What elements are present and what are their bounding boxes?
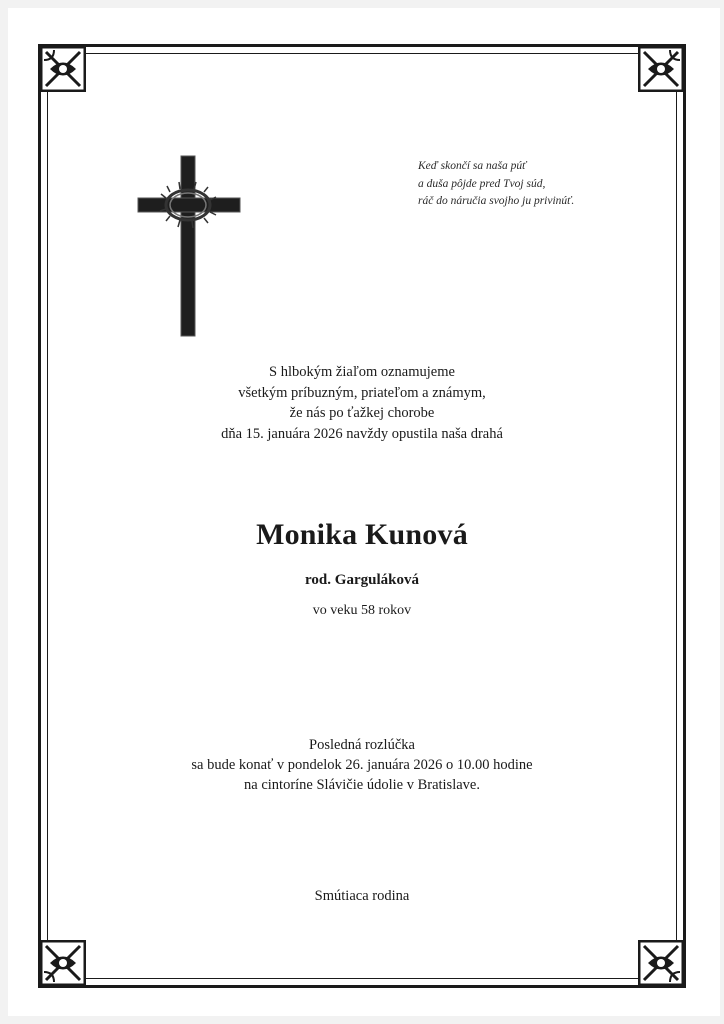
verse-line: a duša pôjde pred Tvoj súd,: [418, 177, 546, 190]
funeral-line: na cintoríne Slávičie údolie v Bratislave.: [244, 777, 480, 793]
announcement-line: všetkým príbuzným, priateľom a známym,: [238, 384, 486, 401]
ornamental-corner-icon: [638, 940, 684, 986]
ornamental-corner-icon: [40, 46, 86, 92]
funeral-info: [112, 735, 612, 795]
cross-with-crown-of-thorns-icon: [136, 154, 242, 338]
announcement-line: S hlbokým žiaľom oznamujeme: [269, 364, 455, 380]
verse-line: ráč do náručia svojho ju privinúť.: [418, 195, 575, 207]
funeral-line: sa bude konať v pondelok 26. januára 2026 o 10.00 hodine: [191, 757, 533, 773]
age-text: vo veku 58 rokov: [312, 603, 412, 618]
funeral-line: Posledná rozlúčka: [309, 737, 415, 753]
ornamental-corner-icon: [40, 940, 86, 986]
family-signature: Smútiaca rodina: [314, 888, 410, 904]
memorial-verse: [418, 158, 658, 211]
maiden-name: rod. Garguláková: [305, 572, 419, 588]
announcement: [112, 362, 612, 444]
verse-line: Keď skončí sa naša púť: [418, 160, 527, 172]
deceased-name: Monika Kunová: [256, 518, 468, 551]
announcement-line: že nás po ťažkej chorobe: [289, 405, 435, 421]
ornamental-corner-icon: [638, 46, 684, 92]
announcement-line: dňa 15. januára 2026 navždy opustila naša drahá: [221, 425, 503, 442]
